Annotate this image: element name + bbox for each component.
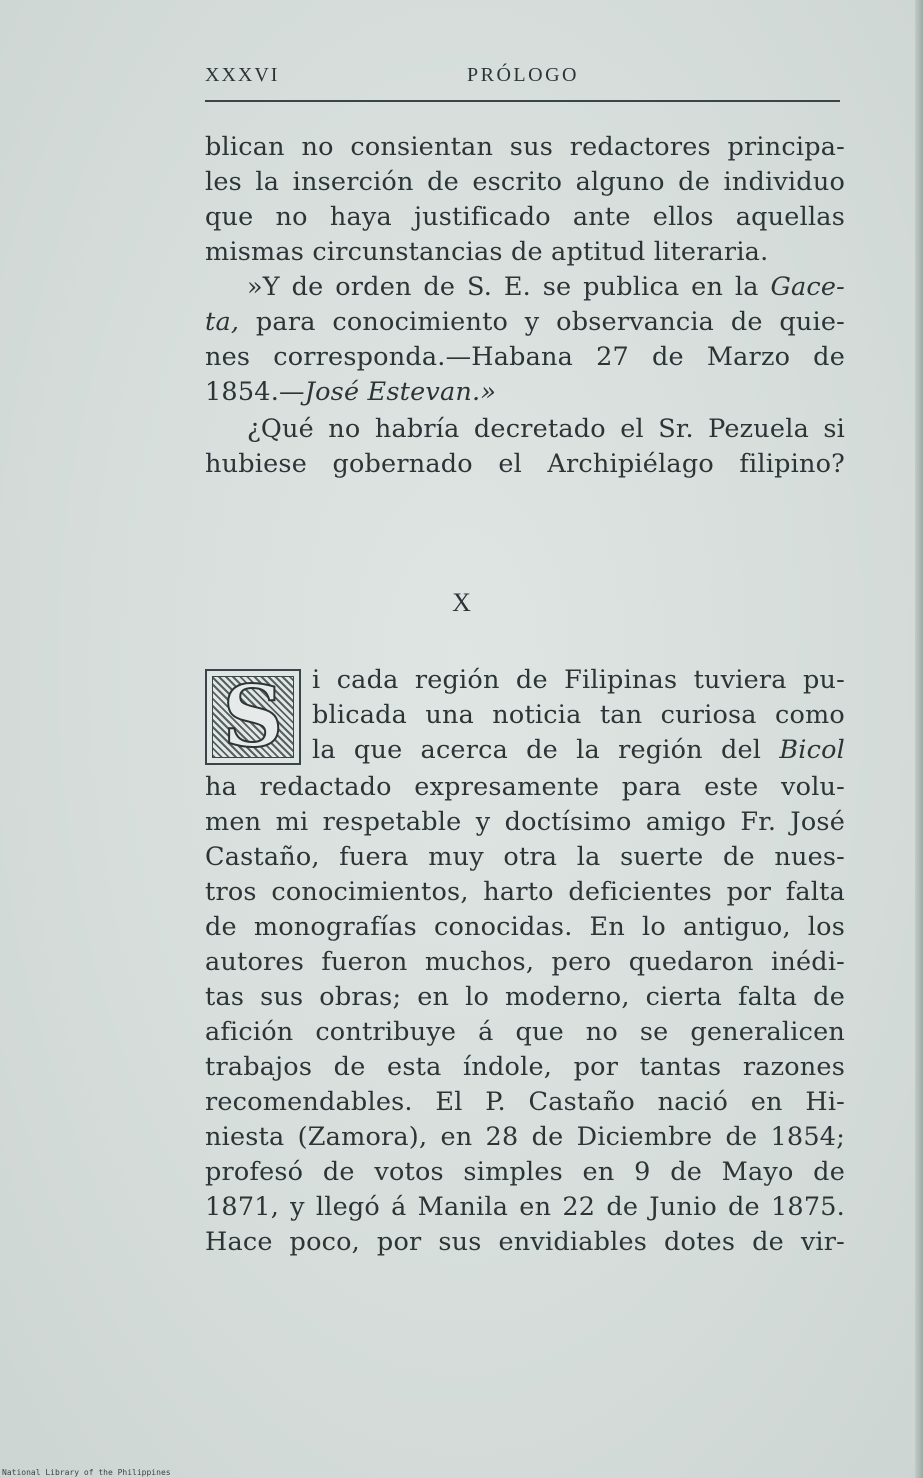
text-span: la que acerca de la región del bbox=[312, 735, 780, 765]
text-span: »Y de orden de S. E. se publica en la bbox=[247, 272, 771, 302]
italic-span: ta, bbox=[205, 307, 240, 337]
section-number: X bbox=[452, 588, 471, 617]
paragraph-question bbox=[205, 412, 845, 482]
text-line: blican no consientan sus redactores principa- bbox=[205, 132, 845, 162]
text-line: Hace poco, por sus envidiables dotes de vir- bbox=[205, 1227, 845, 1257]
text-line: ¿Qué no habría decretado el Sr. Pezuela si bbox=[247, 414, 845, 444]
text-line: blicada una noticia tan curiosa como bbox=[312, 700, 845, 730]
text-line: les la inserción de escrito alguno de individuo bbox=[205, 167, 845, 197]
text-line: hubiese gobernado el Archipiélago filipino? bbox=[205, 449, 845, 479]
text-line bbox=[205, 375, 845, 410]
text-line: profesó de votos simples en 9 de Mayo de bbox=[205, 1157, 845, 1187]
text-span: 1854.— bbox=[205, 377, 305, 407]
text-line: ha redactado expresamente para este volu- bbox=[205, 772, 845, 802]
text-span: para conocimiento y observancia de quie- bbox=[239, 307, 845, 337]
text-line bbox=[312, 733, 845, 768]
italic-span: Bicol bbox=[779, 735, 845, 765]
text-line: mismas circunstancias de aptitud literaria. bbox=[205, 237, 769, 267]
italic-span: Gace- bbox=[770, 272, 845, 302]
ornamental-initial bbox=[205, 669, 301, 765]
text-line: 1871, y llegó á Manila en 22 de Junio de 1875. bbox=[205, 1192, 845, 1222]
paragraph-castano bbox=[205, 770, 845, 1260]
initial-letter: S bbox=[222, 667, 284, 766]
page-number: XXXVI bbox=[205, 64, 280, 86]
running-head: PRÓLOGO bbox=[467, 64, 579, 86]
text-line: tros conocimientos, harto deficientes por falta bbox=[205, 877, 845, 907]
paragraph-continuation bbox=[205, 130, 845, 270]
italic-span: José Estevan.» bbox=[304, 377, 497, 407]
text-line: Castaño, fuera muy otra la suerte de nues- bbox=[205, 842, 845, 872]
text-line: que no haya justificado ante ellos aquellas bbox=[205, 202, 845, 232]
text-line: i cada región de Filipinas tuviera pu- bbox=[312, 665, 845, 695]
text-line: men mi respetable y doctísimo amigo Fr. José bbox=[205, 807, 845, 837]
header-rule bbox=[205, 100, 840, 102]
library-credit: National Library of the Philippines bbox=[2, 1468, 171, 1477]
text-line: niesta (Zamora), en 28 de Diciembre de 1854; bbox=[205, 1122, 845, 1152]
text-line: autores fueron muchos, pero quedaron inédi- bbox=[205, 947, 845, 977]
text-line: de monografías conocidas. En lo antiguo, los bbox=[205, 912, 845, 942]
text-line: recomendables. El P. Castaño nació en Hi- bbox=[205, 1087, 845, 1117]
paragraph-decree-close bbox=[205, 270, 845, 410]
text-line bbox=[205, 270, 845, 305]
text-line bbox=[205, 305, 845, 340]
text-line: afición contribuye á que no se generalicen bbox=[205, 1017, 845, 1047]
page-header bbox=[205, 64, 840, 94]
text-line: trabajos de esta índole, por tantas razones bbox=[205, 1052, 845, 1082]
text-line: tas sus obras; en lo moderno, cierta falta de bbox=[205, 982, 845, 1012]
paragraph-opening-indented bbox=[312, 663, 845, 768]
page-edge-shadow bbox=[915, 0, 923, 1478]
text-line: nes corresponda.—Habana 27 de Marzo de bbox=[205, 342, 845, 372]
